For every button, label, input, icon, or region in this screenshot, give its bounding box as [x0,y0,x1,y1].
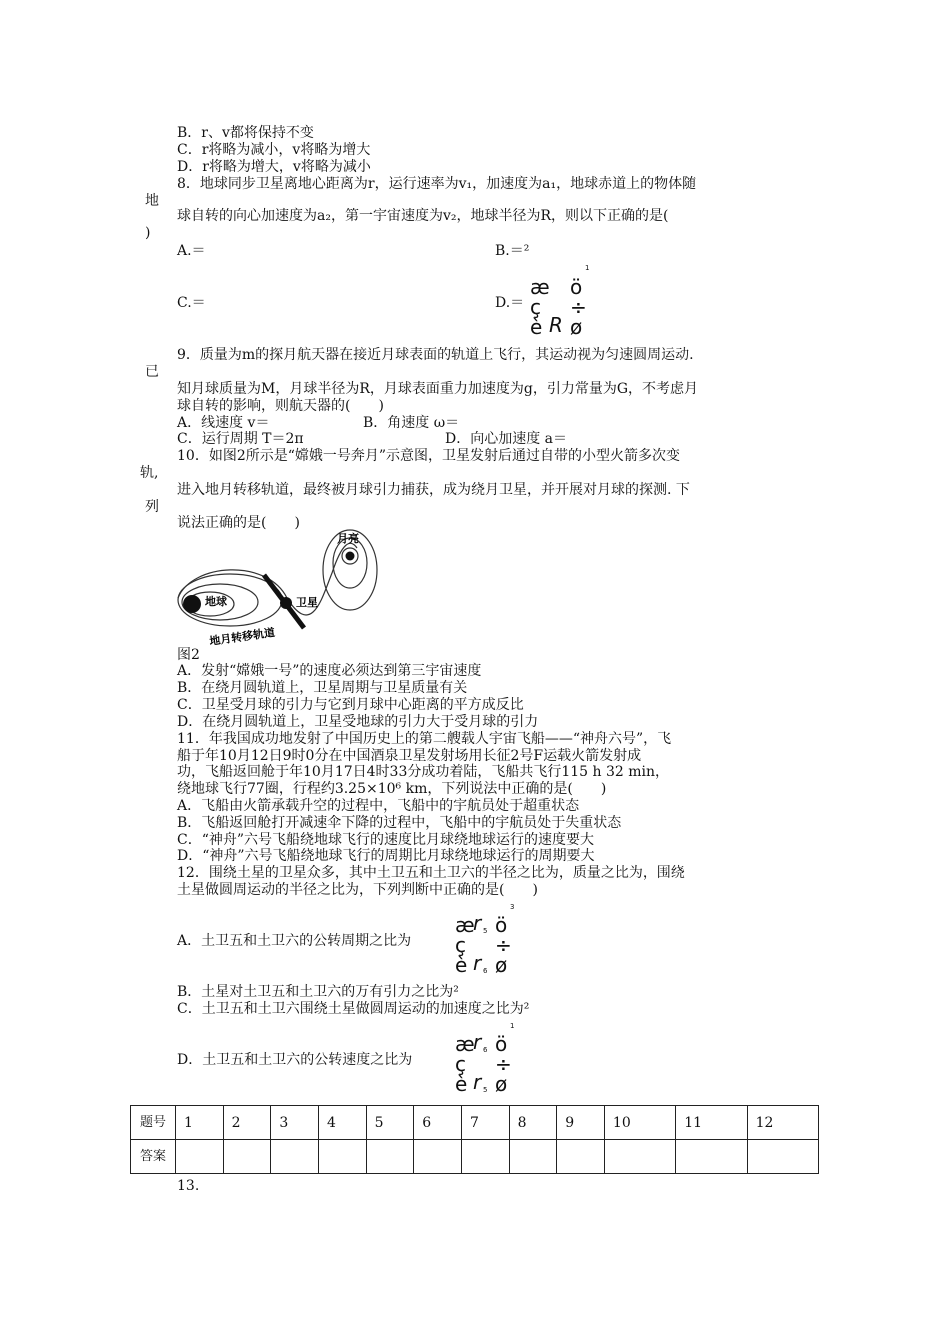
satellite-dot [280,597,292,609]
earth-moon-transfer-diagram [172,528,387,648]
numerator-sub: 5 [483,927,488,935]
answer-cell[interactable] [676,1140,747,1174]
answer-cell[interactable] [176,1140,224,1174]
paren-top-right: ö [495,1032,508,1056]
q9-option-b: B．角速度 ω＝ [363,415,460,431]
q11-option-b: B．飞船返回舱打开减速伞下降的过程中，飞船中的宇航员处于失重状态 [177,815,622,831]
denominator-sub: 5 [483,1086,488,1094]
answer-cell[interactable] [604,1140,675,1174]
question-number-cell: 11 [676,1106,747,1140]
q7-option-d: D．r将略为增大，v将略为减小 [177,159,371,175]
q9-option-a: A．线速度 v＝ [177,415,270,431]
q12-option-a: A．土卫五和土卫六的公转周期之比为 [177,933,412,949]
earth-dot [183,595,201,613]
q9-option-c: C．运行周期 T＝2π [177,431,304,447]
q9-margin-char1: 已 [145,364,159,380]
paren-mid-right: ÷ [495,1052,512,1076]
answer-cell[interactable] [366,1140,414,1174]
q12-option-c: C．土卫五和土卫六围绕土星做圆周运动的加速度之比为² [177,1001,530,1017]
q12-option-b: B．土星对土卫五和土卫六的万有引力之比为² [177,984,459,1000]
q10-option-c: C．卫星受月球的引力与它到月球中心距离的平方成反比 [177,697,524,713]
q9-stem-line3: 球自转的影响，则航天器的( ) [177,398,384,414]
satellite-label: 卫星 [296,596,318,609]
numerator-var: r [473,1030,482,1054]
paren-bot-left: è [455,1072,468,1096]
exponent: 3 [510,903,515,911]
moon-dot [346,552,355,561]
row-header-question-number: 题号 [131,1106,176,1140]
paren-bot-left: è [530,315,543,339]
moon-orbit-inner [333,538,367,588]
q12-stem-line1: 12．围绕土星的卫星众多，其中土卫五和土卫六的半径之比为，质量之比为，围绕 [177,865,685,881]
q11-option-d: D．“神舟”六号飞船绕地球飞行的周期比月球绕地球运行的周期要大 [177,848,595,864]
q8-stem-line1: 8．地球同步卫星离地心距离为r，运行速率为v₁，加速度为a₁，地球赤道上的物体随 [177,176,697,192]
answer-table [130,1105,819,1174]
question-number-cell: 5 [366,1106,414,1140]
question-number-cell: 4 [318,1106,366,1140]
answer-row [131,1140,819,1174]
paren-bot-right: ø [495,1072,508,1096]
exponent: 1 [510,1022,515,1030]
answer-cell[interactable] [461,1140,509,1174]
question-number-cell: 9 [557,1106,605,1140]
q8-option-c: C.＝ [177,295,206,311]
q11-stem-line4: 绕地球飞行77圈，行程约3.25×10⁶ km，下列说法中正确的是( ) [177,781,607,797]
paren-top-left: æ [455,913,475,937]
q10-stem-line3: 说法正确的是( ) [177,515,300,531]
q11-option-c: C．“神舟”六号飞船绕地球飞行的速度比月球绕地球运行的速度要大 [177,832,595,848]
exponent: 1 [585,264,590,272]
paren-top-left: æ [530,275,550,299]
paren-mid-right: ÷ [570,295,587,319]
q8-margin-char2: ) [145,225,151,241]
question-number-row [131,1106,819,1140]
q8-margin-char1: 地 [145,193,159,209]
q11-stem-line1: 11．年我国成功地发射了中国历史上的第二艘载人宇宙飞船——“神舟六号”，飞 [177,731,672,747]
q10-figure-caption: 图2 [177,647,200,663]
q9-stem-line1: 9．质量为m的探月航天器在接近月球表面的轨道上飞行，其运动视为匀速圆周运动. [177,347,694,363]
q10-margin-char2: 列 [145,499,159,515]
q9-stem-line2: 知月球质量为M，月球半径为R，月球表面重力加速度为g，引力常量为G，不考虑月 [177,381,699,397]
q11-option-a: A．飞船由火箭承载升空的过程中，飞船中的宇航员处于超重状态 [177,798,580,814]
q10-option-d: D．在绕月圆轨道上，卫星受地球的引力大于受月球的引力 [177,714,539,730]
earth-label: 地球 [205,595,227,608]
question-number-cell: 12 [747,1106,818,1140]
answer-cell[interactable] [509,1140,557,1174]
row-header-answer: 答案 [131,1140,176,1174]
paren-top-left: æ [455,1032,475,1056]
numerator-var: r [473,911,482,935]
answer-cell[interactable] [414,1140,462,1174]
denominator-var: r [473,951,482,975]
paren-top-right: ö [495,913,508,937]
question-number-cell: 10 [604,1106,675,1140]
q10-stem-line1: 10．如图2所示是“嫦娥一号奔月”示意图，卫星发射后通过自带的小型火箭多次变 [177,448,681,464]
q8-option-a: A.＝ [177,243,206,259]
paren-bot-left: è [455,953,468,977]
question-number-cell: 7 [461,1106,509,1140]
q8-option-b: B.＝² [495,243,530,259]
q7-option-b: B．r、v都将保持不变 [177,125,314,141]
q8-stem-line2: 球自转的向心加速度为a₂，第一宇宙速度为v₂，地球半径为R，则以下正确的是( [177,208,669,224]
q12-stem-line2: 土星做圆周运动的半径之比为，下列判断中正确的是( ) [177,882,538,898]
q10-option-a: A．发射“嫦娥一号”的速度必须达到第三宇宙速度 [177,663,482,679]
q10-option-b: B．在绕月圆轨道上，卫星周期与卫星质量有关 [177,680,468,696]
paren-mid-right: ÷ [495,933,512,957]
paren-mid-left: ç [455,933,466,957]
q10-stem-line2: 进入地月转移轨道，最终被月球引力捕获，成为绕月卫星，并开展对月球的探测. 下 [177,482,690,498]
q7-option-c: C．r将略为减小，v将略为增大 [177,142,371,158]
q11-stem-line2: 船于年10月12日9时0分在中国酒泉卫星发射场用长征2号F运载火箭发射成 [177,748,642,764]
variable-r: R [549,313,563,337]
paren-top-right: ö [570,275,583,299]
q13-label: 13. [177,1178,200,1194]
moon-label: 月亮 [337,532,359,545]
paren-bot-right: ø [495,953,508,977]
q12-option-d: D．土卫五和土卫六的公转速度之比为 [177,1052,413,1068]
answer-cell[interactable] [557,1140,605,1174]
answer-cell[interactable] [271,1140,319,1174]
answer-cell[interactable] [223,1140,271,1174]
question-number-cell: 3 [271,1106,319,1140]
q10-margin-char1: 轨, [140,465,159,481]
paren-mid-left: ç [455,1052,466,1076]
q8-option-d: D.＝ [495,295,525,311]
answer-cell[interactable] [318,1140,366,1174]
numerator-sub: 6 [483,1046,488,1054]
paren-mid-left: ç [530,295,541,319]
q9-option-d: D．向心加速度 a＝ [445,431,568,447]
denominator-var: r [473,1070,482,1094]
question-number-cell: 8 [509,1106,557,1140]
question-number-cell: 6 [414,1106,462,1140]
answer-cell[interactable] [747,1140,818,1174]
q11-stem-line3: 功，飞船返回舱于年10月17日4时33分成功着陆，飞船共飞行115 h 32 min， [177,764,670,780]
paren-bot-right: ø [570,315,583,339]
question-number-cell: 1 [176,1106,224,1140]
question-number-cell: 2 [223,1106,271,1140]
transfer-track-label: 地月转移轨道 [208,625,276,648]
denominator-sub: 6 [483,967,488,975]
